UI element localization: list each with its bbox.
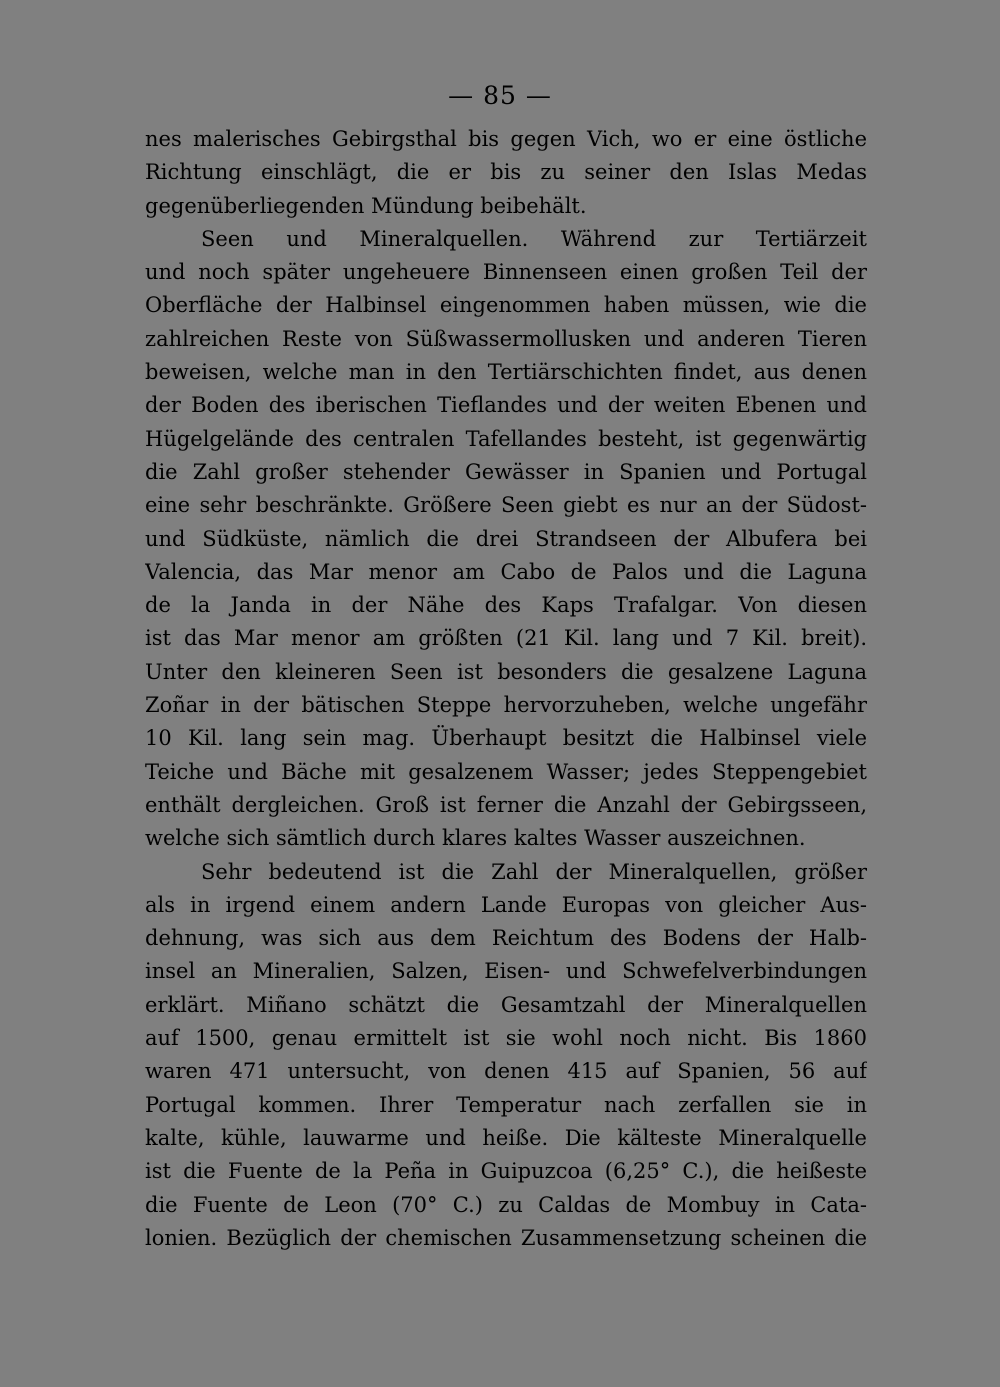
text-line: Oberfläche der Halbinsel eingenommen haben müssen, wie die [145,293,867,318]
body-text [145,123,867,1255]
text-line: Portugal kommen. Ihrer Temperatur nach zerfallen sie in [145,1092,867,1117]
text-line: nes malerisches Gebirgsthal bis gegen Vich, wo er eine östliche [145,127,867,151]
text-line: Richtung einschlägt, die er bis zu seiner den Islas Medas [145,160,867,185]
text-line: und noch später ungeheuere Binnenseen einen großen Teil der [145,260,867,285]
text-line: Zoñar in der bätischen Steppe hervorzuheben, welche ungefähr [145,693,867,718]
text-line: eine sehr beschränkte. Größere Seen giebt es nur an der Südost- [145,493,867,518]
text-line: zahlreichen Reste von Süßwassermollusken und anderen Tieren [145,326,867,351]
text-line: gegenüberliegenden Mündung beibehält. [145,193,587,218]
text-line: waren 471 untersucht, von denen 415 auf Spanien, 56 auf [145,1059,867,1084]
text-line: enthält dergleichen. Groß ist ferner die Anzahl der Gebirgsseen, [145,792,867,817]
text-line: Teiche und Bäche mit gesalzenem Wasser; jedes Steppengebiet [145,759,867,784]
text-line: ist die Fuente de la Peña in Guipuzcoa (6,25° C.), die heißeste [145,1159,867,1184]
text-line: insel an Mineralien, Salzen, Eisen- und Schwefelverbindungen [145,959,867,984]
text-line: als in irgend einem andern Lande Europas von gleicher Aus- [145,892,867,917]
text-line: die Zahl großer stehender Gewässer in Spanien und Portugal [145,459,867,484]
text-line: welche sich sämtlich durch klares kaltes Wasser auszeichnen. [145,826,806,851]
text-line: erklärt. Miñano schätzt die Gesamtzahl der Mineralquellen [145,992,867,1017]
page-number: — 85 — [448,81,552,110]
text-line: kalte, kühle, lauwarme und heiße. Die kälteste Mineralquelle [145,1125,867,1150]
section-heading-line: Seen und Mineralquellen. Während zur Tertiärzeit [201,226,867,251]
text-line: lonien. Bezüglich der chemischen Zusammensetzung scheinen die [145,1225,867,1250]
text-line: 10 Kil. lang sein mag. Überhaupt besitzt die Halbinsel viele [145,726,867,751]
text-line: Valencia, das Mar menor am Cabo de Palos und die Laguna [145,559,867,584]
text-line: beweisen, welche man in den Tertiärschichten findet, aus denen [145,360,867,385]
text-line: die Fuente de Leon (70° C.) zu Caldas de Mombuy in Cata- [145,1192,867,1217]
text-line: auf 1500, genau ermittelt ist sie wohl noch nicht. Bis 1860 [145,1026,867,1051]
text-line: de la Janda in der Nähe des Kaps Trafalgar. Von diesen [145,593,867,618]
text-line: und Südküste, nämlich die drei Strandseen der Albufera bei [145,526,867,551]
text-line: der Boden des iberischen Tieflandes und der weiten Ebenen und [145,393,867,418]
text-line: dehnung, was sich aus dem Reichtum des Bodens der Halb- [145,926,867,951]
text-line: Unter den kleineren Seen ist besonders die gesalzene Laguna [145,659,867,684]
text-line: ist das Mar menor am größten (21 Kil. lang und 7 Kil. breit). [145,626,867,651]
paragraph-start-line: Sehr bedeutend ist die Zahl der Mineralquellen, größer [201,859,867,884]
text-line: Hügelgelände des centralen Tafellandes besteht, ist gegenwärtig [145,426,867,451]
